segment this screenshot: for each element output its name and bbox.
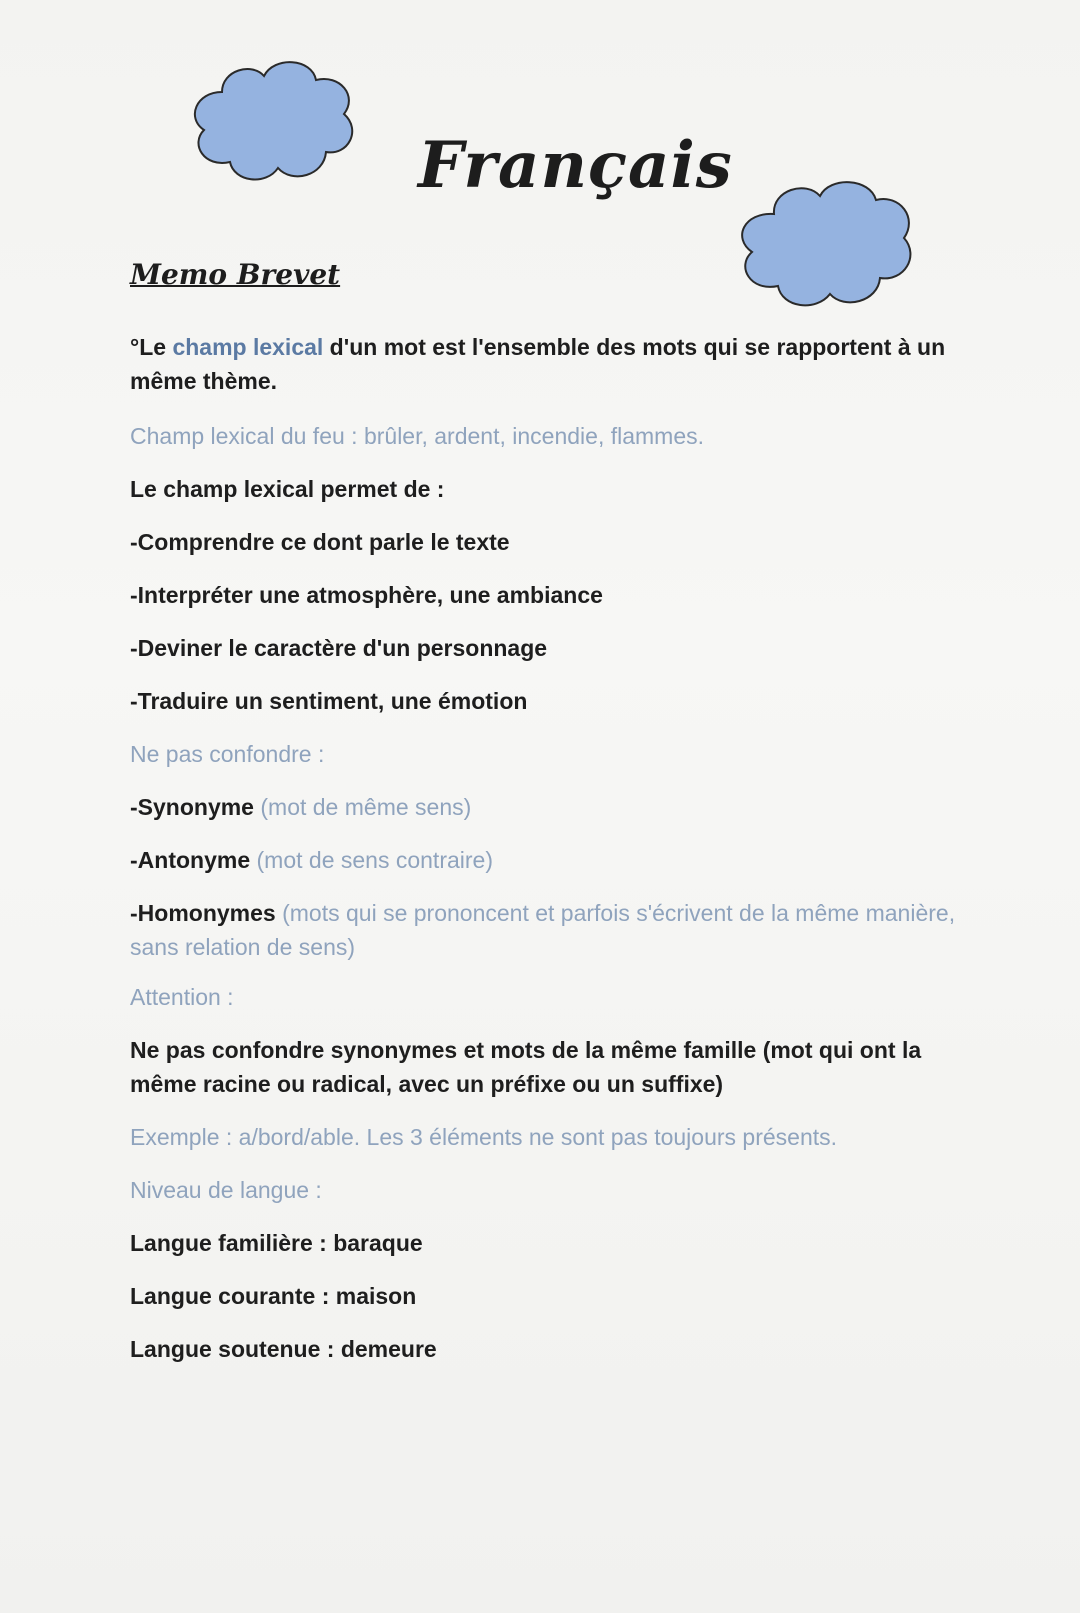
confusion-term: -Antonyme <box>130 847 251 873</box>
list-item: -Comprendre ce dont parle le texte <box>130 529 510 555</box>
list-item: -Interpréter une atmosphère, une ambiance <box>130 582 603 608</box>
page-subtitle: Memo Brevet <box>130 258 341 291</box>
cloud-icon <box>182 52 362 192</box>
attention-heading: Attention : <box>130 984 234 1010</box>
page-title: Français <box>418 128 733 203</box>
confusions-heading: Ne pas confondre : <box>130 741 325 767</box>
definition-term: champ lexical <box>172 334 324 360</box>
attention-example: Exemple : a/bord/able. Les 3 éléments ne sont pas toujours présents. <box>130 1124 838 1150</box>
definition <box>130 330 960 398</box>
uses-intro: Le champ lexical permet de : <box>130 476 445 502</box>
list-item: Langue soutenue : demeure <box>130 1336 437 1362</box>
example-fire: Champ lexical du feu : brûler, ardent, incendie, flammes. <box>130 423 705 449</box>
list-item <box>130 896 960 964</box>
list-item: -Traduire un sentiment, une émotion <box>130 688 528 714</box>
confusion-note: (mot de même sens) <box>253 794 472 820</box>
list-item <box>130 843 960 877</box>
confusion-term: -Homonymes <box>130 900 276 926</box>
cloud-icon <box>730 168 920 318</box>
list-item: Langue courante : maison <box>130 1283 417 1309</box>
definition-prefix: °Le <box>130 334 173 360</box>
note-content <box>130 330 960 1385</box>
attention-text: Ne pas confondre synonymes et mots de la même famille (mot qui ont la même racine ou radical, avec un préfixe ou un suffixe) <box>130 1037 922 1097</box>
list-item: -Deviner le caractère d'un personnage <box>130 635 548 661</box>
confusion-note: (mot de sens contraire) <box>250 847 493 873</box>
levels-heading: Niveau de langue : <box>130 1177 322 1203</box>
definition-text: d'un mot est l'ensemble des mots qui se rapportent à un même thème. <box>130 334 946 394</box>
list-item: Langue familière : baraque <box>130 1230 423 1256</box>
list-item <box>130 790 960 824</box>
confusion-term: -Synonyme <box>130 794 254 820</box>
confusion-note: (mots qui se prononcent et parfois s'écrivent de la même manière, sans relation de sens) <box>130 900 956 960</box>
